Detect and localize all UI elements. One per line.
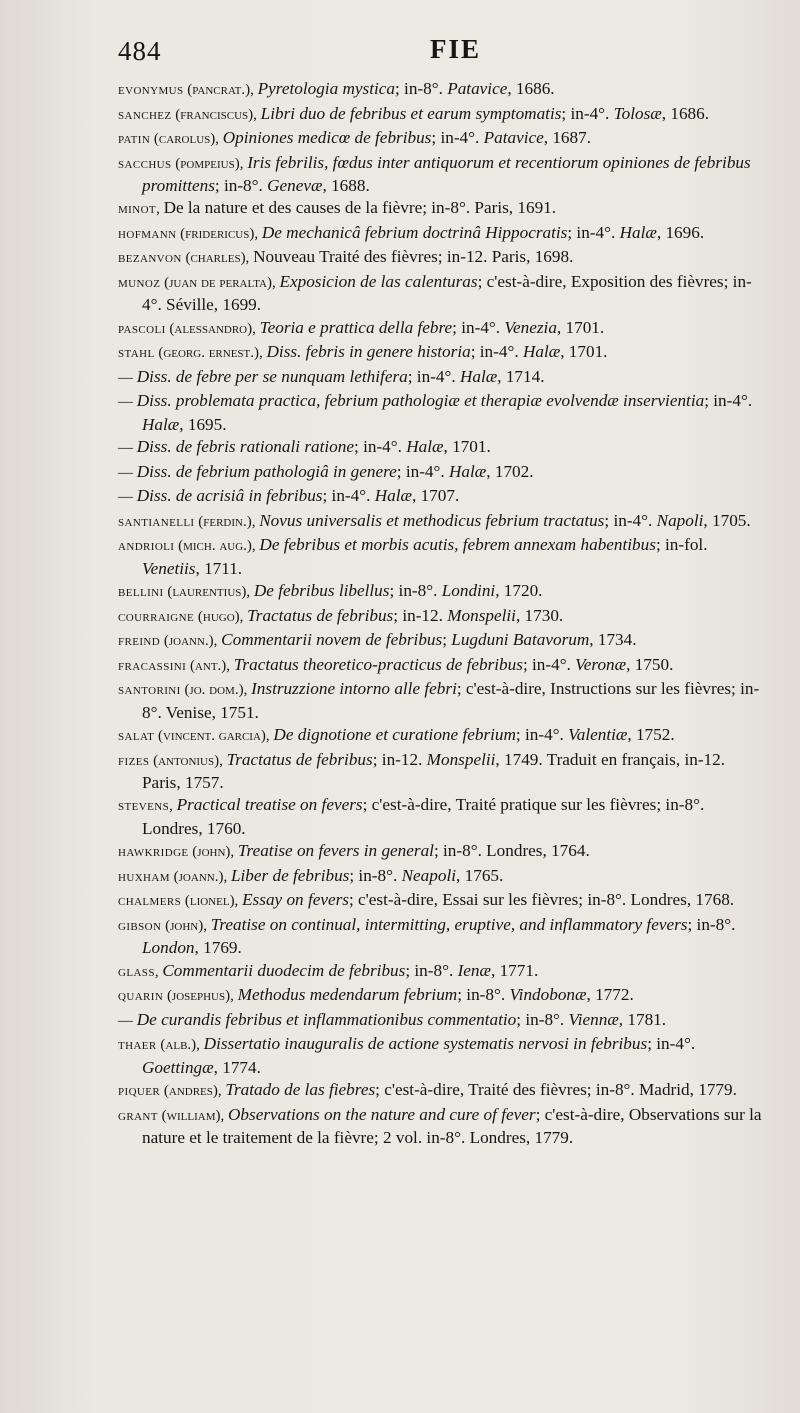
entry-details: ; bbox=[442, 630, 452, 650]
entry-author: salat bbox=[118, 728, 155, 745]
bibliography-entry bbox=[118, 889, 766, 912]
entry-title: Teoria e prattica della febre bbox=[259, 317, 453, 337]
entry-place: Venetiis bbox=[142, 558, 196, 578]
entry-title: Treatise on fevers in general bbox=[237, 841, 434, 861]
bibliography-entry bbox=[118, 629, 766, 652]
entry-place: London bbox=[142, 938, 195, 958]
entry-place: Halæ bbox=[142, 414, 180, 434]
entry-year: , 1696. bbox=[656, 222, 705, 242]
bibliography-entry bbox=[118, 103, 766, 126]
entry-title: Observations on the nature and cure of fever bbox=[228, 1104, 536, 1124]
entry-author: hawkridge bbox=[118, 844, 189, 861]
entry-author: piquer bbox=[118, 1083, 161, 1100]
entry-given-name: — bbox=[118, 394, 137, 411]
entry-author: andrioli bbox=[118, 538, 175, 555]
bibliography-entry bbox=[118, 1079, 766, 1102]
entry-title: Methodus medendarum febrium bbox=[237, 985, 458, 1005]
bibliography-entry bbox=[118, 1104, 766, 1149]
entry-year: , 1734. bbox=[589, 630, 637, 650]
entry-place: Halæ bbox=[522, 342, 561, 362]
entry-place: Halæ bbox=[459, 366, 498, 386]
entry-year: , 1701. bbox=[560, 342, 608, 362]
entry-title: De febribus libellus bbox=[253, 581, 390, 601]
entry-details: De la nature et des causes de la fièvre; in-8°. Paris, 1691. bbox=[163, 198, 557, 218]
entry-place: Napoli bbox=[656, 510, 704, 530]
entry-title: Tractatus de febribus bbox=[226, 749, 373, 769]
entry-given-name: (fridericus), bbox=[176, 225, 262, 242]
bibliography-entry bbox=[118, 1009, 766, 1032]
entry-details: ; in-8°. bbox=[389, 581, 442, 601]
entry-details: ; in-8°. bbox=[405, 960, 458, 980]
entry-place: Halæ bbox=[619, 222, 657, 242]
entry-details: ; in-12. bbox=[393, 605, 448, 625]
running-head: FIE bbox=[430, 34, 482, 64]
entry-title: Novus universalis et methodicus febrium tractatus bbox=[259, 510, 605, 530]
entry-title: De dignotione et curatione febrium bbox=[273, 725, 516, 745]
entry-given-name: (franciscus), bbox=[171, 106, 261, 123]
entry-given-name: , bbox=[154, 963, 163, 980]
entry-details: ; in-8°. bbox=[457, 985, 510, 1005]
entry-details: ; in-8°. bbox=[214, 175, 268, 195]
entry-place: Venezia bbox=[504, 317, 557, 337]
entry-given-name: (josephus), bbox=[163, 988, 238, 1005]
entry-given-name: (william), bbox=[157, 1107, 229, 1124]
entry-given-name: (charles), bbox=[181, 250, 254, 267]
entry-given-name: (joann.), bbox=[160, 633, 222, 650]
entry-author: thaer bbox=[118, 1037, 157, 1054]
entry-author: minot bbox=[118, 201, 157, 218]
entry-details: ; in-fol. bbox=[655, 535, 708, 555]
entry-title: Liber de febribus bbox=[230, 865, 350, 885]
entry-title: De mechanicâ febrium doctrinâ Hippocratis bbox=[261, 222, 568, 242]
entry-place: Halæ bbox=[406, 437, 444, 457]
entry-author: stevens bbox=[118, 798, 170, 815]
entry-author: fizes bbox=[118, 752, 150, 769]
entry-title: Dissertatio inauguralis de actione systematis nervosi in febribus bbox=[203, 1034, 648, 1054]
entry-year: , 1750. bbox=[626, 654, 674, 674]
entry-author: santianelli bbox=[118, 513, 195, 530]
entry-year: , 1705. bbox=[703, 510, 751, 530]
bibliography-entry bbox=[118, 678, 766, 723]
entry-given-name: — bbox=[118, 464, 137, 481]
bibliography-entry bbox=[118, 317, 766, 340]
entry-author: grant bbox=[118, 1107, 158, 1124]
entry-title: Exposicion de las calenturas bbox=[279, 271, 478, 291]
entry-title: Opiniones medicœ de febribus bbox=[222, 128, 432, 147]
bibliography-entry bbox=[118, 222, 766, 245]
entry-year: , 1749. Traduit en français, in-12. Paris, 1757. bbox=[142, 749, 726, 792]
bibliography-entry bbox=[118, 724, 766, 747]
bibliography-entry bbox=[118, 794, 766, 839]
bibliography-entry bbox=[118, 914, 766, 959]
entry-title: Commentarii novem de febribus bbox=[221, 630, 443, 650]
bibliography-entry bbox=[118, 390, 766, 435]
entry-given-name: (carolus), bbox=[150, 131, 223, 147]
bibliography-entry bbox=[118, 984, 766, 1007]
entry-details: ; c'est-à-dire, Observations sur la nature et le traitement de la fièvre; 2 vol. in-8°. Londres, 1779. bbox=[142, 1104, 762, 1148]
entry-author: gibson bbox=[118, 917, 162, 934]
entry-title: Tractatus de febribus bbox=[247, 605, 394, 625]
entry-details: ; in-8°. bbox=[394, 79, 448, 98]
entry-author: fracassini bbox=[118, 657, 187, 674]
entry-place: Valentiæ bbox=[568, 725, 628, 745]
entry-given-name: (john), bbox=[161, 917, 211, 934]
page-header bbox=[118, 34, 766, 78]
entry-given-name: , bbox=[169, 798, 177, 815]
entry-given-name: (laurentius), bbox=[163, 584, 254, 601]
entry-author: freind bbox=[118, 633, 161, 650]
entry-details: ; in-4°. bbox=[561, 103, 614, 123]
entry-given-name: (vincent. garcia), bbox=[154, 728, 274, 745]
entry-given-name: (pompeius), bbox=[171, 155, 248, 172]
entry-year: , 1765. bbox=[456, 865, 504, 885]
bibliography-list bbox=[118, 78, 766, 1148]
bibliography-entry bbox=[118, 197, 766, 220]
bibliography-entry bbox=[118, 749, 766, 794]
entry-given-name: (georg. ernest.), bbox=[154, 345, 267, 362]
entry-title: Commentarii duodecim de febribus bbox=[162, 960, 406, 980]
bibliography-entry bbox=[118, 436, 766, 459]
entry-place: Goettingæ bbox=[142, 1057, 214, 1077]
entry-place: Genevæ bbox=[267, 175, 323, 195]
entry-place: Vindobonæ bbox=[509, 985, 587, 1005]
entry-title: Pyretologia mystica bbox=[257, 79, 395, 98]
bibliography-entry bbox=[118, 152, 766, 197]
entry-title: Diss. febris in genere historia bbox=[266, 342, 471, 362]
entry-author: huxham bbox=[118, 868, 170, 885]
entry-details: ; in-8°. bbox=[349, 865, 402, 885]
entry-given-name: — bbox=[118, 1012, 137, 1029]
entry-details: ; in-4°. bbox=[396, 461, 449, 481]
entry-author: sacchus bbox=[118, 155, 172, 172]
entry-year: , 1701. bbox=[556, 317, 605, 337]
entry-year: , 1714. bbox=[497, 366, 545, 386]
entry-year: , 1702. bbox=[486, 461, 534, 481]
bibliography-entry bbox=[118, 78, 766, 101]
entry-place: Halæ bbox=[449, 461, 487, 481]
bibliography-entry bbox=[118, 960, 766, 983]
entry-details: ; in-8°. bbox=[516, 1009, 569, 1029]
entry-details: ; in-4°. bbox=[322, 486, 375, 506]
entry-details: ; c'est-à-dire, Instructions sur les fièvres; in-8°. Venise, 1751. bbox=[142, 679, 760, 722]
entry-details: ; in-4°. bbox=[704, 391, 753, 411]
entry-year: , 1707. bbox=[411, 486, 460, 506]
entry-given-name: (ferdin.), bbox=[194, 513, 260, 530]
bibliography-entry bbox=[118, 1033, 766, 1078]
entry-year: , 1771. bbox=[490, 960, 539, 980]
entry-details: ; c'est-à-dire, Essai sur les fièvres; in-8°. Londres, 1768. bbox=[348, 890, 735, 910]
entry-given-name: (john), bbox=[188, 844, 238, 861]
entry-title: Diss. de febris rationali ratione bbox=[136, 437, 354, 457]
entry-author: bezanvon bbox=[118, 250, 182, 267]
entry-given-name: (andres), bbox=[160, 1083, 226, 1100]
bibliography-entry bbox=[118, 534, 766, 579]
entry-year: , 1774. bbox=[213, 1057, 261, 1077]
entry-author: hofmann bbox=[118, 225, 177, 242]
entry-title: Iris febrilis, fœdus inter antiquorum et recentiorum opiniones de febribus promittens bbox=[142, 152, 751, 195]
entry-title: Tratado de las fiebres bbox=[225, 1080, 376, 1100]
entry-details: ; c'est-à-dire, Traité des fièvres; in-8°. Madrid, 1779. bbox=[375, 1080, 737, 1100]
entry-place: Veronæ bbox=[575, 654, 627, 674]
entry-author: courraigne bbox=[118, 608, 195, 625]
entry-given-name: (joann.), bbox=[169, 868, 231, 885]
entry-title: Diss. de acrisiâ in febribus bbox=[136, 486, 323, 506]
entry-year: , 1720. bbox=[495, 581, 543, 601]
entry-details: ; in-4°. bbox=[452, 317, 505, 337]
entry-given-name: , bbox=[156, 201, 164, 218]
entry-details: ; in-4°. bbox=[522, 654, 576, 674]
entry-details: ; c'est-à-dire, Exposition des fièvres; in-4°. Séville, 1699. bbox=[142, 271, 752, 315]
bibliography-entry bbox=[118, 461, 766, 484]
bibliography-entry bbox=[118, 366, 766, 389]
entry-given-name: — bbox=[118, 440, 137, 457]
entry-place: Tolosæ bbox=[613, 103, 662, 123]
entry-place: Monspelii bbox=[447, 605, 516, 625]
entry-author: glass bbox=[118, 963, 155, 980]
entry-place: Patavice bbox=[447, 79, 508, 98]
entry-place: Londini bbox=[441, 581, 496, 601]
entry-year: , 1686. bbox=[661, 103, 710, 123]
entry-year: , 1781. bbox=[618, 1009, 667, 1029]
entry-author: chalmers bbox=[118, 893, 182, 910]
entry-author: patin bbox=[118, 131, 151, 147]
bibliography-entry bbox=[118, 485, 766, 508]
entry-title: Practical treatise on fevers bbox=[176, 795, 363, 815]
entry-year: , 1695. bbox=[179, 414, 227, 434]
entry-place: Neapoli bbox=[401, 865, 457, 885]
bibliography-entry bbox=[118, 840, 766, 863]
entry-author: evonymus bbox=[118, 82, 184, 98]
entry-details: ; in-4°. bbox=[604, 510, 657, 530]
entry-details: ; in-4°. bbox=[470, 342, 523, 362]
entry-given-name: (antonius), bbox=[149, 752, 227, 769]
entry-year: , 1686. bbox=[507, 79, 555, 98]
entry-place: Halæ bbox=[374, 486, 412, 506]
bibliography-entry bbox=[118, 605, 766, 628]
entry-title: Diss. de febrium pathologiâ in genere bbox=[136, 461, 397, 481]
bibliography-entry bbox=[118, 865, 766, 888]
entry-year: , 1769. bbox=[194, 938, 242, 958]
entry-year: , 1752. bbox=[627, 725, 675, 745]
bibliography-entry bbox=[118, 127, 766, 150]
entry-year: , 1772. bbox=[586, 985, 634, 1005]
bibliography-entry bbox=[118, 341, 766, 364]
entry-given-name: (pancrat.), bbox=[183, 82, 258, 98]
entry-details: ; in-4°. bbox=[354, 437, 407, 457]
entry-given-name: (lionel), bbox=[181, 893, 243, 910]
entry-given-name: — bbox=[118, 369, 137, 386]
entry-year: , 1730. bbox=[515, 605, 564, 625]
entry-title: Essay on fevers bbox=[242, 890, 349, 910]
entry-details: ; in-8°. Londres, 1764. bbox=[433, 841, 590, 861]
bibliography-entry bbox=[118, 246, 766, 269]
entry-details: ; in-4°. bbox=[407, 366, 460, 386]
entry-place: Lugduni Batavorum bbox=[451, 630, 590, 650]
entry-author: stahl bbox=[118, 345, 155, 362]
entry-title: Diss. de febre per se nunquam lethifera bbox=[136, 366, 408, 386]
entry-title: Libri duo de febribus et earum symptomatis bbox=[260, 103, 562, 123]
entry-title: Tractatus theoretico-practicus de febribus bbox=[233, 654, 523, 674]
entry-details: ; in-12. bbox=[372, 749, 427, 769]
bibliography-entry bbox=[118, 654, 766, 677]
entry-place: Monspelii bbox=[426, 749, 496, 769]
entry-place: Ienæ bbox=[457, 960, 491, 980]
entry-title: Diss. problemata practica, febrium pathologiæ et therapiæ evolvendæ inservientia bbox=[136, 391, 705, 411]
entry-title: Treatise on continual, intermitting, eruptive, and inflammatory fevers bbox=[210, 914, 688, 934]
entry-given-name: (alb.), bbox=[156, 1037, 204, 1054]
entry-details: ; c'est-à-dire, Traité pratique sur les fièvres; in-8°. Londres, 1760. bbox=[142, 795, 705, 838]
entry-author: bellini bbox=[118, 584, 164, 601]
entry-given-name: (alessandro), bbox=[165, 320, 260, 337]
entry-given-name: (ant.), bbox=[186, 657, 234, 674]
entry-year: , 1701. bbox=[443, 437, 491, 457]
entry-title: De curandis febribus et inflammationibus commentatio bbox=[136, 1009, 517, 1029]
entry-author: munoz bbox=[118, 274, 161, 291]
entry-details: ; in-4°. bbox=[567, 222, 620, 242]
entry-given-name: (mich. aug.), bbox=[174, 538, 260, 555]
entry-given-name: (jo. dom.), bbox=[180, 682, 252, 699]
entry-title: De febribus et morbis acutis, febrem annexam habentibus bbox=[259, 535, 656, 555]
page-number: 484 bbox=[118, 36, 162, 66]
entry-year: , 1688. bbox=[322, 175, 370, 195]
entry-given-name: — bbox=[118, 489, 137, 506]
entry-author: sanchez bbox=[118, 106, 172, 123]
entry-details: Nouveau Traité des fièvres; in-12. Paris, 1698. bbox=[253, 247, 574, 267]
bibliography-entry bbox=[118, 510, 766, 533]
entry-place: Viennæ bbox=[568, 1009, 619, 1029]
entry-author: quarin bbox=[118, 988, 164, 1005]
entry-author: santorini bbox=[118, 682, 181, 699]
entry-details: ; in-4°. bbox=[647, 1034, 696, 1054]
entry-given-name: (hugo), bbox=[194, 608, 248, 625]
entry-author: pascoli bbox=[118, 320, 166, 337]
entry-year: , 1711. bbox=[195, 558, 243, 578]
bibliography-entry bbox=[118, 580, 766, 603]
entry-year: , 1687. bbox=[543, 128, 591, 147]
entry-details: ; in-4°. bbox=[515, 725, 569, 745]
entry-given-name: (juan de peralta), bbox=[160, 274, 280, 291]
entry-details: ; in-4°. bbox=[431, 128, 484, 147]
bibliography-entry bbox=[118, 271, 766, 316]
entry-title: Instruzzione intorno alle febri bbox=[251, 679, 457, 699]
entry-place: Patavice bbox=[483, 128, 544, 147]
entry-details: ; in-8°. bbox=[687, 914, 736, 934]
